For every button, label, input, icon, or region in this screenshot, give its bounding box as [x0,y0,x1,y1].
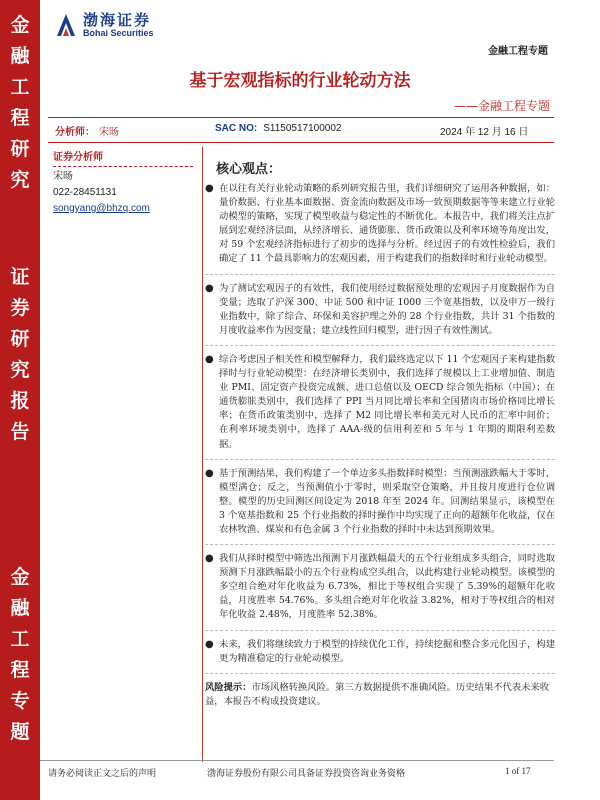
report-subtitle: ——金融工程专题 [453,99,550,113]
sidebar-char: 究 [10,169,30,191]
bullet-icon: ● [205,183,214,194]
sidebar-char: 程 [10,659,30,681]
sidebar-char: 券 [10,297,30,319]
logo-mark-icon [55,12,77,38]
sidebar-char: 程 [10,107,30,129]
risk-text: 市场风格转换风险。第三方数据提供不准确风险。历史结果不代表未来收益，本报告不构成投资建议。 [205,681,550,707]
footer-disclaimer: 请务必阅读正文之后的声明 [48,769,157,779]
page-footer [0,760,600,800]
bullet-icon: ● [205,282,214,294]
sidebar-char: 题 [10,721,30,743]
analyst-panel [53,150,203,217]
analyst-name: 宋旸 [99,127,119,138]
sac-label: SAC NO: [215,123,258,134]
sac-info [215,123,341,134]
analyst-panel-heading: 证券分析师 [53,150,193,167]
sidebar-char: 金 [10,14,30,36]
dashed-divider [205,630,555,631]
footer-company: 渤海证券股份有限公司具备证券投资咨询业务资格 [207,769,406,779]
sac-value: S1150517100002 [263,123,342,134]
logo-text-en: Bohai Securities [83,28,154,38]
dashed-divider [205,544,555,545]
sidebar-char: 证 [10,266,30,288]
sidebar-char: 工 [10,628,30,650]
sidebar-char: 究 [10,359,30,381]
bullet-icon: ● [205,353,214,365]
bullet-text: 基于预测结果，我们构建了一个单边多头指数择时模型：当预测涨跌幅大于零时，模型满仓；反之，当预测值小于零时，则采取空仓策略，并且按月度进行仓位调整。模型的历史回测区间设定为 2018 年至 2024 年。回测结果显示，该模型在 3 个宽基指数和 25 个行业指数的择时操作中均实现了正向的超额年化收益，仅在农林牧渔、煤炭和有色金属 3 个行业指数的择时中未达到预期效果。 [219,467,555,535]
list-item [205,182,555,267]
analyst-panel-name: 宋旸 [53,171,73,182]
column-divider [202,147,203,762]
risk-notice [205,681,555,709]
sidebar-char: 专 [10,690,30,712]
analyst-label: 分析师： [55,127,95,138]
sidebar-block-topic [0,562,40,748]
logo-text-cn: 渤海证券 [83,11,152,29]
sidebar-block-research-type [0,10,40,196]
sidebar-char: 研 [10,328,30,350]
analyst-phone: 022-28451131 [53,187,117,198]
sidebar-block-report-type [0,262,40,448]
sidebar-char: 金 [10,566,30,588]
bullet-text: 未来，我们将继续致力于模型的持续优化工作，持续挖掘和整合多元化因子，构建更为精准稳定的行业轮动模型。 [219,638,555,664]
list-item [205,353,555,452]
bullet-text: 综合考虑因子相关性和模型解释力，我们最终选定以下 11 个宏观因子来构建指数择时与行业轮动模型：在经济增长类别中，我们选择了规模以上工业增加值、制造业 PMI、固定资产投资完成额、进口总值以及 OECD 综合领先指标（中国）；在通货膨胀类别中，我们选择了 PPI 当月同比增长率和全国猪肉市场价格同比增长率；在货币政策类别中，选择了 M2 同比增长率和美元对人民币的汇率中间价；在利率环境类别中，选择了 AAA-级的信用利差和 5 年与 1 年期的期限利差数据。 [219,353,555,450]
bullet-icon: ● [205,553,214,565]
analyst-info [55,123,119,138]
header-category: 金融工程专题 [488,46,548,57]
dashed-divider [205,673,555,674]
dashed-divider [205,274,555,275]
risk-label: 风险提示： [205,681,252,693]
list-item [205,282,555,338]
divider [48,142,554,143]
dashed-divider [205,459,555,460]
bullet-text: 在以往有关行业轮动策略的系列研究报告里，我们详细研究了运用各种数据，如：量价数据、行业基本面数据、资金流向数据及市场一致预期数据等等来建立行业轮动模型的策略，实现了模型收益与稳定性的不断优化。本报告中，我们将关注点扩展到宏观经济层面，从经济增长、通货膨胀、货币政策以及利率环境等角度出发，对 59 个宏观经济指标进行了初步的选择与分析。经过因子的有效性检验后，我们确定了 11 个最具影响力的宏观因素，用于构建我们的指数择时和行业轮动模型。 [219,183,555,265]
sidebar-char: 报 [10,390,30,412]
bullet-text: 我们从择时模型中筛选出预测下月涨跌幅最大的五个行业组成多头组合，同时选取预测下月涨跌幅最小的五个行业构成空头组合，以此构建行业轮动模型。该模型的多空组合绝对年化收益为 6.73%，相比于等权组合实现了 5.39%的超额年化收益，月度胜率 54.76%。多头组合绝对年化收益 3.82%，相对于等权组合的相对年化收益 2.48%，月度胜率 52.38%。 [219,553,555,621]
sidebar-char: 工 [10,76,30,98]
core-views-heading: 核心观点： [216,162,282,177]
bullet-text: 为了测试宏观因子的有效性，我们使用经过数据预处理的宏观因子月度数据作为自变量；选取了沪深 300、中证 500 和中证 1000 三个宽基指数，以及申万一级行业指数中，除了综合、环保和美容护理之外的 28 个行业指数，共计 31 个指数的月度收益率作为因变量；建立线性回归模型，进行因子有效性测试。 [219,282,555,336]
bullet-icon: ● [205,467,214,479]
divider [48,117,554,118]
dashed-divider [205,345,555,346]
sidebar-char: 融 [10,597,30,619]
list-item [205,638,555,666]
left-sidebar-band [0,0,40,800]
company-logo [55,12,154,38]
sidebar-char: 研 [10,138,30,160]
sidebar-char: 告 [10,421,30,443]
page-number: 1 of 17 [505,766,531,776]
list-item [205,467,555,537]
list-item [205,552,555,622]
sidebar-char: 融 [10,45,30,67]
core-views-body [205,182,555,709]
bullet-icon: ● [205,638,214,650]
footer-rule [40,760,554,761]
report-date: 2024 年 12 月 16 日 [440,127,529,138]
analyst-email-link[interactable]: songyang@bhzq.com [53,203,150,214]
report-title: 基于宏观指标的行业轮动方法 [189,71,411,91]
